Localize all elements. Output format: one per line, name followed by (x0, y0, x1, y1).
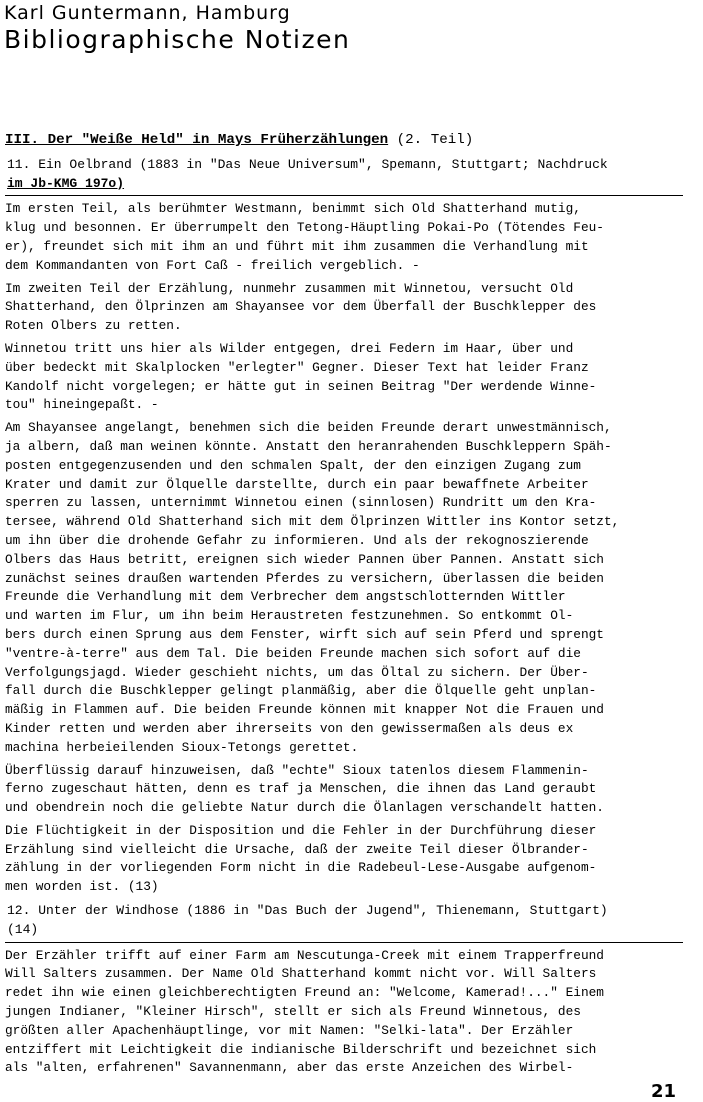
author-line: Karl Guntermann, Hamburg (4, 2, 291, 24)
text-line: zunächst seines draußen wartenden Pferdes zu versichern, überlassen die beiden (5, 570, 604, 586)
text-line: er), freundet sich mit ihm an und führt mit ihm zusammen die Verhandlung mit (5, 238, 589, 254)
item-11-paragraph-4 (5, 419, 695, 757)
page-title: Bibliographische Notizen (4, 25, 351, 54)
text-line: größten aller Apachenhäuptlinge, vor mit Namen: "Selki-lata". Der Erzähler (5, 1022, 574, 1038)
text-line: Im ersten Teil, als berühmter Westmann, benimmt sich Old Shatterhand mutig, (5, 201, 581, 217)
item-12-heading (5, 902, 683, 943)
text-line: Will Salters zusammen. Der Name Old Shatterhand kommt nicht vor. Will Salters (5, 966, 597, 982)
text-line: dem Kommandanten von Fort Caß - freilich vergeblich. - (5, 257, 420, 273)
text-line: Kinder retten und werden aber ihrerseits von den gewissermaßen als deus ex (5, 720, 574, 736)
text-line: Shatterhand, den Ölprinzen am Shayansee vor dem Überfall der Buschklepper des (5, 299, 597, 315)
text-line: Winnetou tritt uns hier als Wilder entgegen, drei Federn im Haar, über und (5, 340, 574, 356)
page-number: 21 (651, 1081, 677, 1102)
text-line: Olbers das Haus betritt, ereignen sich wieder Pannen über Pannen. Anstatt sich (5, 551, 604, 567)
text-line: redet ihn wie einen gleichberechtigten Freund an: "Welcome, Kamerad!..." Einem (5, 985, 604, 1001)
item-11-paragraph-3 (5, 340, 695, 415)
article-body (5, 131, 695, 1082)
text-line: entziffert mit Leichtigkeit die indianische Bilderschrift und bezeichnet sich (5, 1041, 597, 1057)
section-heading (5, 131, 695, 150)
text-line: Roten Olbers zu retten. (5, 318, 182, 334)
text-line: tou" hineingepaßt. - (5, 397, 159, 413)
text-line: und obendrein noch die geliebte Natur durch die Ölanlagen verschandelt hatten. (5, 800, 604, 816)
text-line: bers durch einen Sprung aus dem Fenster, wirft sich auf sein Pferd und sprengt (5, 626, 604, 642)
text-line: mäßig in Flammen auf. Die beiden Freunde können mit knapper Not die Frauen und (5, 702, 604, 718)
text-line: fall durch die Buschklepper gelingt planmäßig, aber die Ölquelle geht unplan- (5, 683, 597, 699)
item-11-heading-line: im Jb-KMG 197o) (7, 175, 125, 191)
text-line: Im zweiten Teil der Erzählung, nunmehr zusammen mit Winnetou, versucht Old (5, 280, 574, 296)
text-line: posten entgegenzusenden und den schmalen Spalt, der den einzigen Zugang zum (5, 457, 581, 473)
item-12-heading-line: 12. Unter der Windhose (1886 in "Das Buch der Jugend", Thienemann, Stuttgart) (7, 903, 608, 919)
text-line: zählung in der vorliegenden Form nicht in die Radebeul-Lese-Ausgabe aufgenom- (5, 860, 597, 876)
section-heading-text: III. Der "Weiße Held" in Mays Früherzählungen (5, 132, 389, 148)
item-11-heading (5, 156, 683, 197)
text-line: tersee, während Old Shatterhand sich mit dem Ölprinzen Wittler ins Kontor setzt, (5, 514, 620, 530)
text-line: Die Flüchtigkeit in der Disposition und die Fehler in der Durchführung dieser (5, 822, 597, 838)
item-12-heading-line: (14) (7, 921, 39, 937)
text-line: Krater und damit zur Ölquelle darstellte, durch ein paar bewaffnete Arbeiter (5, 476, 589, 492)
text-line: ferno zugeschaut hätten, denn es traf ja Menschen, die ihnen das Land geraubt (5, 781, 597, 797)
text-line: ja albern, daß man weinen könnte. Anstatt den heranrahenden Buschkleppern Späh- (5, 438, 612, 454)
text-line: Verfolgungsjagd. Wieder geschieht nichts, um das Öltal zu sichern. Der Über- (5, 664, 589, 680)
text-line: als "alten, erfahrenen" Savannenmann, aber das erste Anzeichen des Wirbel- (5, 1060, 574, 1076)
item-11-heading-line: 11. Ein Oelbrand (1883 in "Das Neue Universum", Spemann, Stuttgart; Nachdruck (7, 156, 608, 172)
item-12-paragraph-1 (5, 947, 695, 1079)
text-line: um ihn über die drohende Gefahr zu informieren. Und als der rekognoszierende (5, 532, 589, 548)
text-line: Freunde die Verhandlung mit dem Verbrecher dem angstschlotternden Wittler (5, 589, 566, 605)
text-line: Überflüssig darauf hinzuweisen, daß "echte" Sioux tatenlos diesem Flammenin- (5, 762, 589, 778)
page-header (4, 2, 350, 55)
text-line: Am Shayansee angelangt, benehmen sich die beiden Freunde derart unwestmännisch, (5, 420, 612, 436)
text-line: klug und besonnen. Er überrumpelt den Tetong-Häuptling Pokai-Po (Tötendes Feu- (5, 220, 604, 236)
text-line: men worden ist. (13) (5, 879, 159, 895)
item-11-paragraph-6 (5, 822, 695, 897)
text-line: Der Erzähler trifft auf einer Farm am Nescutunga-Creek mit einem Trapperfreund (5, 947, 604, 963)
text-line: sperren zu lassen, unternimmt Winnetou einen (sinnlosen) Rundritt um den Kra- (5, 495, 597, 511)
text-line: Erzählung sind vielleicht die Ursache, daß der zweite Teil dieser Ölbrander- (5, 841, 589, 857)
text-line: "ventre-à-terre" aus dem Tal. Die beiden Freunde machen sich sofort auf die (5, 645, 581, 661)
item-11-paragraph-2 (5, 280, 695, 336)
text-line: über bedeckt mit Skalplocken "erlegter" Gegner. Dieser Text hat leider Franz (5, 359, 589, 375)
item-11-paragraph-1 (5, 200, 695, 275)
text-line: Kandolf nicht vorgelegen; er hätte gut in seinen Beitrag "Der werdende Winne- (5, 378, 597, 394)
text-line: und warten im Flur, um ihn beim Heraustreten festzunehmen. So entkommt Ol- (5, 608, 574, 624)
text-line: machina herbeieilenden Sioux-Tetongs gerettet. (5, 739, 359, 755)
section-heading-suffix: (2. Teil) (396, 132, 474, 148)
item-11-paragraph-5 (5, 762, 695, 818)
text-line: jungen Indianer, "Kleiner Hirsch", stellt er sich als Freund Winnetous, des (5, 1004, 581, 1020)
